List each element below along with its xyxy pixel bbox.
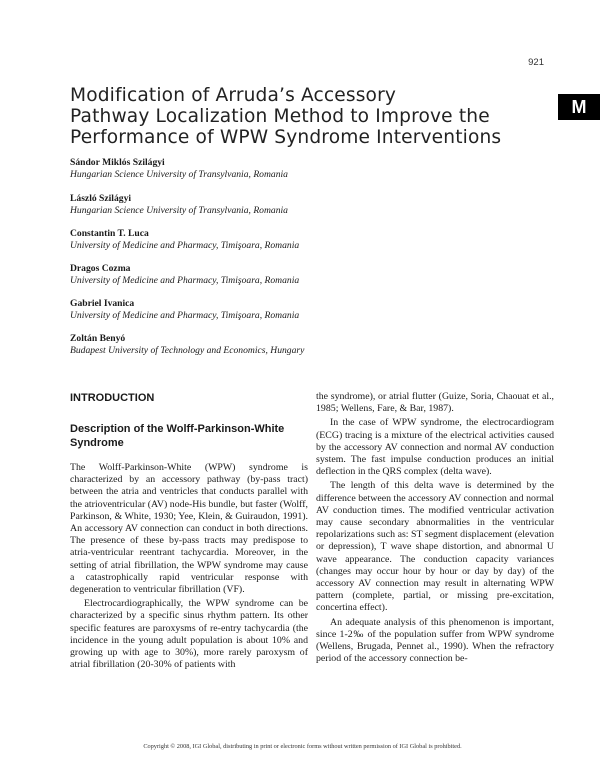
article-title bbox=[70, 85, 550, 148]
page-number: 921 bbox=[528, 57, 544, 68]
title-line: Pathway Localization Method to Improve the bbox=[70, 106, 490, 127]
subsection-heading: Description of the Wolff-Parkinson-White Syndrome bbox=[70, 423, 285, 449]
author-block bbox=[70, 263, 540, 287]
left-column bbox=[70, 392, 308, 671]
paragraph: The Wolff-Parkinson-White (WPW) syndrome is characterized by an accessory pathway (by-pass tract) between the atria and ventricles that conducts parallel with the atrioventricular (AV) node-His bundle, but faster (Wolff, Parkinson, & White, 1930; Yee, Klein, & Guiraudon, 1991). An accessory AV connection can conduct in both directions. The presence of these by-pass tracts may predispose to atria-ventricular reentrant tachycardia. Moreover, in the setting of atrial fibrillation, the WPW syndrome may cause a catastrophically rapid ventricular response with degeneration to ventricular fibrillation (VF). bbox=[70, 462, 308, 596]
author-name: László Szilágyi bbox=[70, 193, 132, 204]
author-block bbox=[70, 228, 540, 252]
right-column bbox=[316, 391, 554, 665]
copyright-notice: Copyright © 2008, IGI Global, distributing in print or electronic forms without written permission of IGI Global is prohibited. bbox=[143, 743, 462, 750]
author-affiliation: University of Medicine and Pharmacy, Timişoara, Romania bbox=[70, 310, 300, 321]
title-line: Modification of Arruda’s Accessory bbox=[70, 85, 397, 106]
section-letter-tab: M bbox=[558, 94, 600, 120]
author-block bbox=[70, 298, 540, 322]
author-affiliation: University of Medicine and Pharmacy, Timişoara, Romania bbox=[70, 275, 300, 286]
paragraph: An adequate analysis of this phenomenon is important, since 1-2‰ of the population suffer from WPW syndrome (Wellens, Brugada, Pennet al., 1990). When the refractory period of the accessory connection be- bbox=[316, 616, 554, 665]
author-affiliation: Hungarian Science University of Transylvania, Romania bbox=[70, 205, 288, 216]
author-name: Zoltán Benyó bbox=[70, 333, 126, 344]
author-block bbox=[70, 193, 540, 217]
author-name: Gabriel Ivanica bbox=[70, 298, 135, 309]
paragraph: Electrocardiographically, the WPW syndrome can be characterized by a specific sinus rhythm pattern. Its other specific features are paroxysms of re-entry tachycardia (the incidence in the young adult population is about 10% and growing up with age to 30%), more rarely paroxysm of atrial fibrillation (20-30% of patients with bbox=[70, 598, 308, 671]
author-affiliation: University of Medicine and Pharmacy, Timişoara, Romania bbox=[70, 240, 300, 251]
author-name: Sándor Miklós Szilágyi bbox=[70, 157, 165, 168]
paragraph: the syndrome), or atrial flutter (Guize, Soria, Chaouat et al., 1985; Wellens, Fare, & Bar, 1987). bbox=[316, 391, 554, 415]
author-affiliation: Budapest University of Technology and Economics, Hungary bbox=[70, 345, 305, 356]
author-block bbox=[70, 333, 540, 357]
author-block bbox=[70, 157, 540, 181]
paragraph: The length of this delta wave is determined by the difference between the accessory AV connection and normal AV conduction times. The modified ventricular activation may cause secondary abnormalities in the ventricular repolarizations such as: ST segment displacement (elevation or depression), T wave shape distortion, and abnormal U wave appearance. The conduction capacity variances (changes may occur hour by hour or day by day) of the accessory AV connection may result in alternating WPW pattern (complete, partial, or missing pre-excitation, concertina effect). bbox=[316, 480, 554, 614]
author-name: Constantin T. Luca bbox=[70, 228, 149, 239]
section-heading: INTRODUCTION bbox=[70, 392, 155, 404]
paragraph: In the case of WPW syndrome, the electrocardiogram (ECG) tracing is a mixture of the electrical activities caused by the accessory AV connection and normal AV conduction system. The fast impulse conduction produces an initial deflection in the QRS complex (delta wave). bbox=[316, 417, 554, 478]
title-line: Performance of WPW Syndrome Interventions bbox=[70, 127, 502, 148]
author-affiliation: Hungarian Science University of Transylvania, Romania bbox=[70, 169, 288, 180]
author-name: Dragos Cozma bbox=[70, 263, 131, 274]
